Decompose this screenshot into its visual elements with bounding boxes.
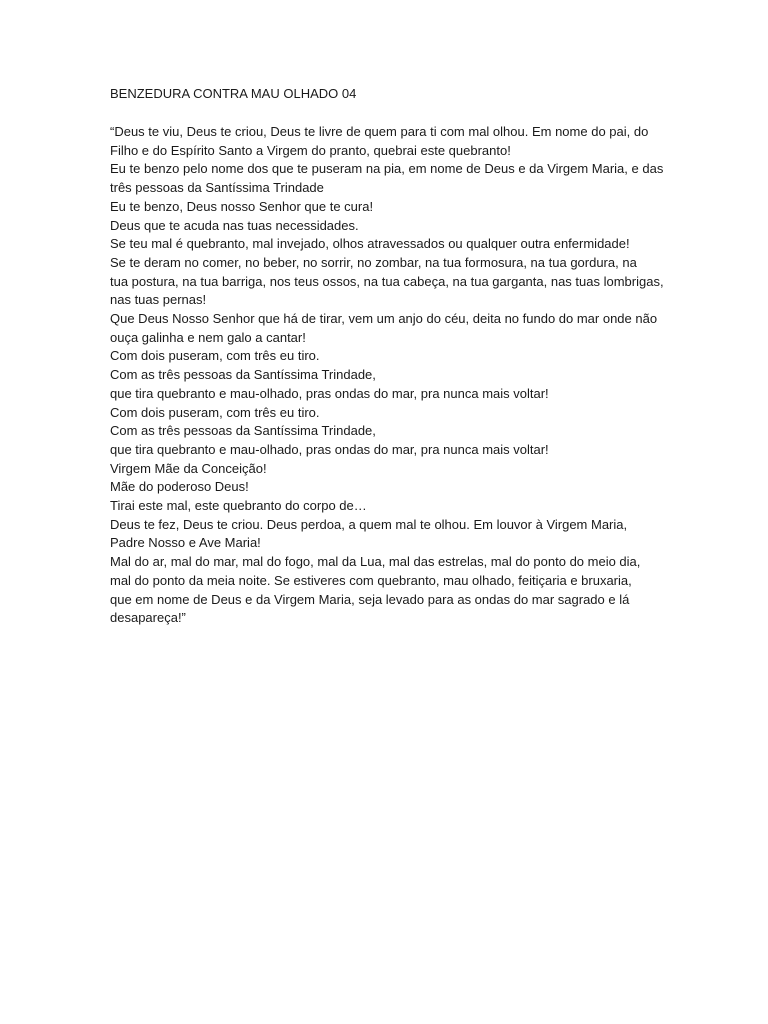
text-line: Com dois puseram, com três eu tiro. xyxy=(110,404,320,420)
document-title: BENZEDURA CONTRA MAU OLHADO 04 xyxy=(110,86,357,101)
text-line: Padre Nosso e Ave Maria! xyxy=(110,535,261,551)
text-line: Deus que te acuda nas tuas necessidades. xyxy=(110,217,359,233)
text-line: mal do ponto da meia noite. Se estiveres com quebranto, mau olhado, feitiçaria e bruxaria, xyxy=(110,572,632,588)
text-line: tua postura, na tua barriga, nos teus ossos, na tua cabeça, na tua garganta, nas tuas lombrigas, xyxy=(110,273,664,289)
text-line: Mal do ar, mal do mar, mal do fogo, mal da Lua, mal das estrelas, mal do ponto do meio dia, xyxy=(110,554,641,570)
text-line: que em nome de Deus e da Virgem Maria, seja levado para as ondas do mar sagrado e lá xyxy=(110,591,630,607)
text-line: Com as três pessoas da Santíssima Trindade, xyxy=(110,367,376,383)
text-line: desapareça!” xyxy=(110,610,186,626)
text-line: Com as três pessoas da Santíssima Trindade, xyxy=(110,423,376,439)
text-line: Filho e do Espírito Santo a Virgem do pranto, quebrai este quebranto! xyxy=(110,142,511,158)
text-line: Eu te benzo pelo nome dos que te puseram na pia, em nome de Deus e da Virgem Maria, e das xyxy=(110,161,664,177)
text-line: Mãe do poderoso Deus! xyxy=(110,479,249,495)
text-line: três pessoas da Santíssima Trindade xyxy=(110,180,324,196)
document-body xyxy=(110,123,670,628)
text-line: que tira quebranto e mau-olhado, pras ondas do mar, pra nunca mais voltar! xyxy=(110,441,549,457)
text-line: Deus te fez, Deus te criou. Deus perdoa, a quem mal te olhou. Em louvor à Virgem Maria, xyxy=(110,516,628,532)
text-line: Se teu mal é quebranto, mal invejado, olhos atravessados ou qualquer outra enfermidade! xyxy=(110,236,630,252)
text-line: Que Deus Nosso Senhor que há de tirar, vem um anjo do céu, deita no fundo do mar onde não xyxy=(110,311,658,327)
text-line: Tirai este mal, este quebranto do corpo de… xyxy=(110,498,367,514)
text-line: Se te deram no comer, no beber, no sorrir, no zombar, na tua formosura, na tua gordura, na xyxy=(110,254,637,270)
text-line: que tira quebranto e mau-olhado, pras ondas do mar, pra nunca mais voltar! xyxy=(110,385,549,401)
text-line: nas tuas pernas! xyxy=(110,292,207,308)
text-line: Virgem Mãe da Conceição! xyxy=(110,460,267,476)
text-line: Com dois puseram, com três eu tiro. xyxy=(110,348,320,364)
text-line: Eu te benzo, Deus nosso Senhor que te cura! xyxy=(110,198,374,214)
text-line: “Deus te viu, Deus te criou, Deus te livre de quem para ti com mal olhou. Em nome do pai, do xyxy=(110,124,649,139)
text-line: ouça galinha e nem galo a cantar! xyxy=(110,329,306,345)
